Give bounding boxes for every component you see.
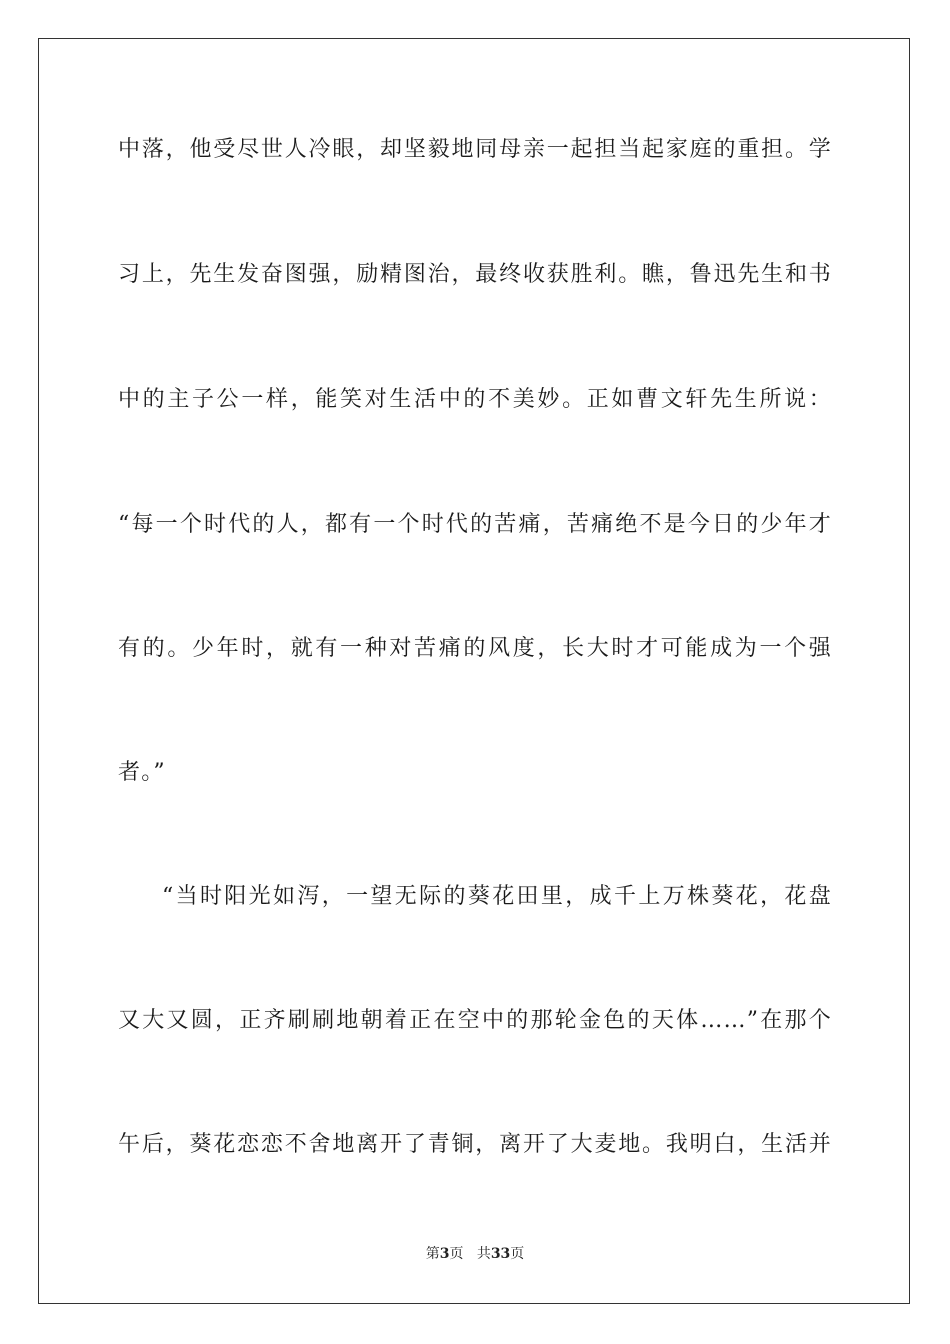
body-text-line-6: 者。” [118,760,166,785]
footer-page-number: 3 [439,1246,450,1262]
footer-prefix: 第 [425,1246,440,1262]
footer-total-prefix: 共 [476,1246,491,1262]
body-text-line-4: “每一个时代的人，都有一个时代的苦痛，苦痛绝不是今日的少年才 [118,512,832,537]
body-text-line-3: 中的主子公一样，能笑对生活中的不美妙。正如曹文轩先生所说： [118,387,832,412]
page-footer [0,1244,950,1264]
page-border [38,38,910,1304]
footer-total-suffix: 页 [510,1246,525,1262]
footer-page-suffix: 页 [449,1246,464,1262]
body-text-line-5: 有的。少年时，就有一种对苦痛的风度，长大时才可能成为一个强 [118,636,832,661]
body-text-line-9: 午后，葵花恋恋不舍地离开了青铜，离开了大麦地。我明白，生活并 [118,1132,832,1157]
body-text-line-2: 习上，先生发奋图强，励精图治，最终收获胜利。瞧，鲁迅先生和书 [118,262,832,287]
body-text-line-7: “当时阳光如泻，一望无际的葵花田里，成千上万株葵花，花盘 [162,884,832,909]
body-text-line-8: 又大又圆，正齐刷刷地朝着正在空中的那轮金色的天体……”在那个 [118,1008,832,1033]
footer-total-pages: 33 [490,1246,511,1262]
body-text-line-1: 中落，他受尽世人冷眼，却坚毅地同母亲一起担当起家庭的重担。学 [118,137,832,162]
